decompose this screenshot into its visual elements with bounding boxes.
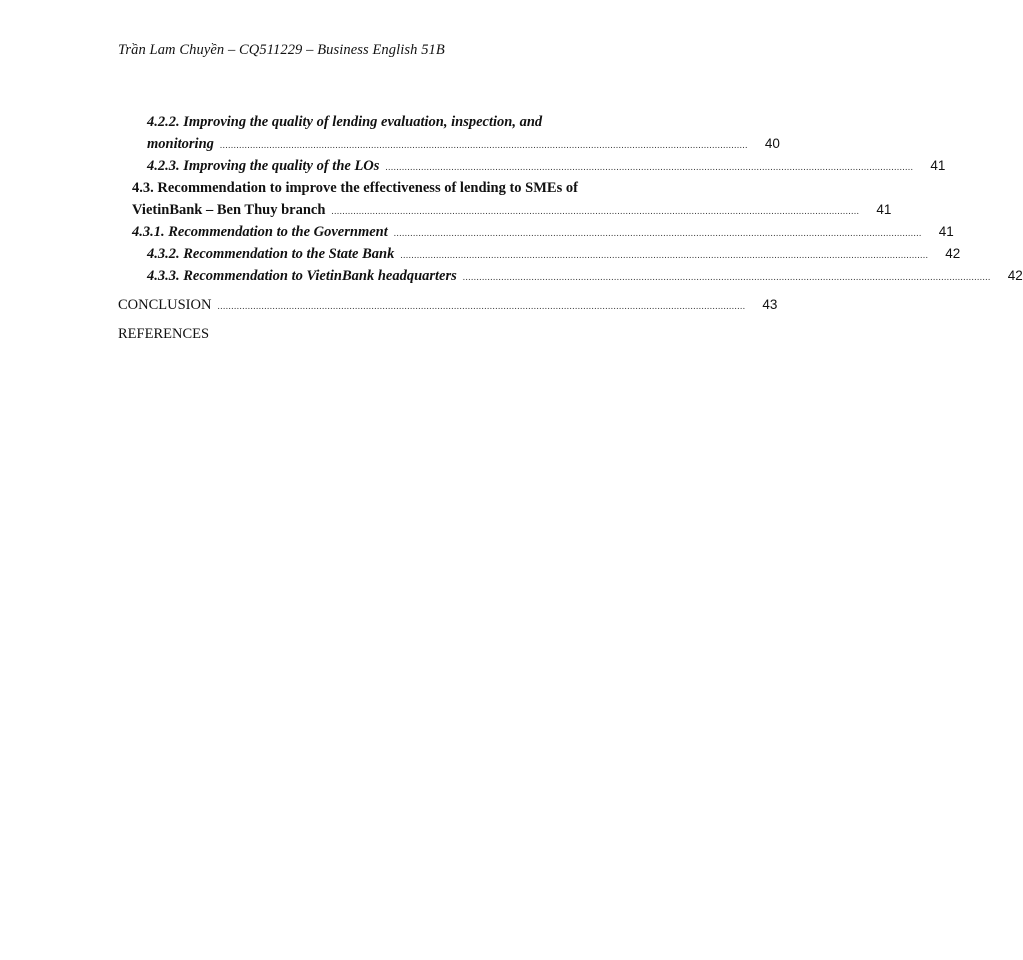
- toc-entry-conclusion[interactable]: [118, 297, 778, 314]
- toc-entry-references[interactable]: REFERENCES: [118, 326, 210, 342]
- toc-entry-4-2-2-title[interactable]: 4.2.2. Improving the quality of lending evaluation, inspection, and: [147, 114, 543, 130]
- toc-entry-title: CONCLUSION: [118, 297, 212, 313]
- toc-entry-4-3-3[interactable]: [147, 268, 1023, 285]
- toc-entry-title: 4.3.1. Recommendation to the Government: [132, 224, 388, 240]
- dot-leader: ................................................................................................................................................................................................: [393, 228, 922, 238]
- page-number: 41: [930, 158, 946, 173]
- toc-entry-title: 4.3.2. Recommendation to the State Bank: [147, 246, 395, 262]
- page-number: 42: [945, 246, 961, 261]
- toc-entry-4-3-2[interactable]: [147, 246, 961, 263]
- page-number: 42: [1007, 268, 1023, 283]
- dot-leader: ................................................................................................................................................................................................: [217, 301, 746, 311]
- dot-leader: ................................................................................................................................................................................................: [331, 206, 860, 216]
- toc-entry-title: 4.2.3. Improving the quality of the LOs: [147, 158, 380, 174]
- toc-entry-4-3-continuation: VietinBank – Ben Thuy branch: [132, 202, 326, 218]
- toc-entry-4-2-2[interactable]: [147, 136, 780, 153]
- page-number: 40: [764, 136, 780, 151]
- toc-entry-title: 4.3.3. Recommendation to VietinBank headquarters: [147, 268, 457, 284]
- page-number: 41: [876, 202, 892, 217]
- dot-leader: ................................................................................................................................................................................................: [462, 272, 991, 282]
- page-number: 41: [938, 224, 954, 239]
- toc-entry-4-2-3[interactable]: [147, 158, 946, 175]
- toc-entry-4-3-title[interactable]: 4.3. Recommendation to improve the effectiveness of lending to SMEs of: [132, 180, 578, 196]
- dot-leader: ................................................................................................................................................................................................: [385, 162, 914, 172]
- dot-leader: ................................................................................................................................................................................................: [400, 250, 929, 260]
- page-number: 43: [762, 297, 778, 312]
- page-header: Trần Lam Chuyền – CQ511229 – Business English 51B: [118, 42, 445, 58]
- toc-entry-4-3-1[interactable]: [132, 224, 954, 241]
- dot-leader: ................................................................................................................................................................................................: [219, 140, 748, 150]
- toc-entry-4-2-2-continuation: monitoring: [147, 136, 214, 152]
- toc-entry-4-3[interactable]: [132, 202, 892, 219]
